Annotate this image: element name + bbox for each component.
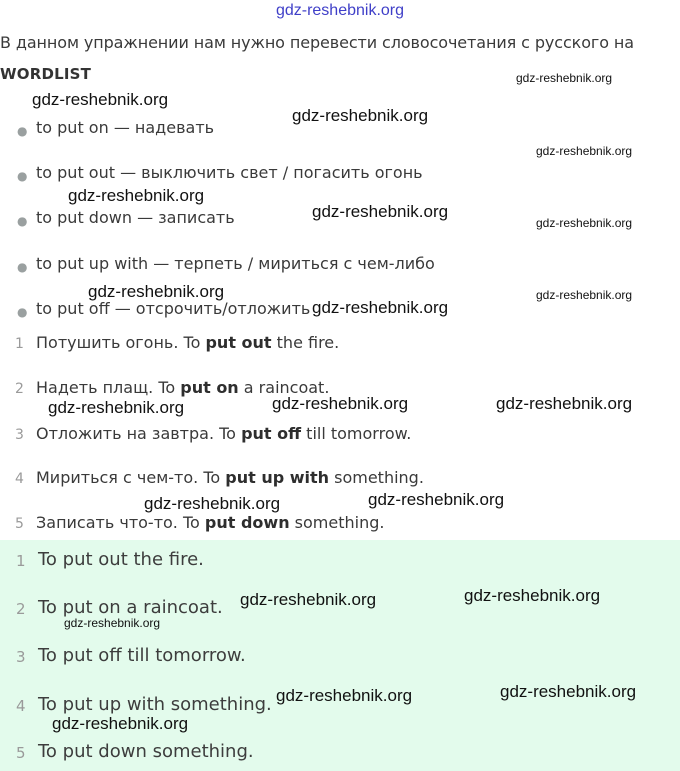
wordlist-item: to put on — надевать bbox=[36, 118, 215, 137]
wordlist-item: to put out — выключить свет / погасить огонь bbox=[36, 163, 423, 182]
answer-number: 2 bbox=[16, 600, 26, 618]
intro-text: В данном упражнении нам нужно перевести словосочетания с русского на bbox=[0, 33, 634, 52]
exercise-phrase: put off bbox=[241, 424, 302, 443]
exercise-rest: something. bbox=[289, 513, 385, 532]
watermark: gdz-reshebnik.org bbox=[516, 71, 613, 85]
wordlist-title: WORDLIST bbox=[0, 65, 92, 83]
exercise-ru: Надеть плащ. To bbox=[36, 378, 181, 397]
watermark: gdz-reshebnik.org bbox=[464, 586, 601, 605]
watermark: gdz-reshebnik.org bbox=[276, 686, 413, 705]
answers-panel bbox=[0, 540, 680, 771]
watermark: gdz-reshebnik.org bbox=[536, 144, 633, 158]
watermark: gdz-reshebnik.org bbox=[48, 398, 185, 417]
bullet-icon: ● bbox=[17, 124, 28, 138]
watermark: gdz-reshebnik.org bbox=[32, 90, 169, 109]
watermark: gdz-reshebnik.org bbox=[536, 216, 633, 230]
watermark-top: gdz-reshebnik.org bbox=[275, 2, 405, 19]
exercise-item bbox=[36, 513, 384, 532]
exercise-number: 5 bbox=[15, 516, 24, 532]
answer-number: 3 bbox=[16, 648, 26, 666]
answer-number: 1 bbox=[16, 552, 26, 570]
watermark: gdz-reshebnik.org bbox=[52, 714, 189, 733]
exercise-phrase: put out bbox=[205, 333, 272, 352]
watermark: gdz-reshebnik.org bbox=[240, 590, 377, 609]
exercise-phrase: put down bbox=[204, 513, 290, 532]
exercise-item bbox=[36, 424, 411, 443]
answer-number: 5 bbox=[16, 744, 26, 762]
watermark: gdz-reshebnik.org bbox=[88, 282, 225, 301]
wordlist-item: to put up with — терпеть / мириться с чем-либо bbox=[36, 254, 435, 273]
exercise-ru: Потушить огонь. To bbox=[36, 333, 206, 352]
wordlist-item: to put off — отсрочить/отложить bbox=[36, 299, 311, 318]
watermark: gdz-reshebnik.org bbox=[368, 490, 505, 509]
watermark: gdz-reshebnik.org bbox=[292, 106, 429, 125]
exercise-phrase: put up with bbox=[225, 468, 330, 487]
watermark: gdz-reshebnik.org bbox=[312, 298, 449, 317]
exercise-phrase: put on bbox=[180, 378, 239, 397]
exercise-number: 3 bbox=[15, 427, 24, 443]
watermark: gdz-reshebnik.org bbox=[144, 494, 281, 513]
watermark: gdz-reshebnik.org bbox=[496, 394, 633, 413]
bullet-icon: ● bbox=[17, 169, 28, 183]
exercise-number: 1 bbox=[15, 336, 24, 352]
exercise-number: 4 bbox=[15, 471, 24, 487]
watermark: gdz-reshebnik.org bbox=[68, 186, 205, 205]
answer-item: To put out the fire. bbox=[38, 549, 204, 570]
answer-number: 4 bbox=[16, 697, 26, 715]
exercise-number: 2 bbox=[15, 381, 24, 397]
answer-item: To put down something. bbox=[38, 741, 254, 762]
bullet-icon: ● bbox=[17, 260, 28, 274]
exercise-ru: Записать что-то. To bbox=[36, 513, 205, 532]
exercise-item bbox=[36, 468, 424, 487]
exercise-ru: Отложить на завтра. To bbox=[36, 424, 242, 443]
watermark: gdz-reshebnik.org bbox=[64, 616, 161, 630]
exercise-rest: a raincoat. bbox=[238, 378, 330, 397]
exercise-rest: the fire. bbox=[271, 333, 340, 352]
watermark: gdz-reshebnik.org bbox=[312, 202, 449, 221]
watermark: gdz-reshebnik.org bbox=[536, 288, 633, 302]
answer-item: To put off till tomorrow. bbox=[38, 645, 246, 666]
exercise-rest: something. bbox=[329, 468, 424, 487]
bullet-icon: ● bbox=[17, 214, 28, 228]
answer-item: To put on a raincoat. bbox=[38, 597, 223, 618]
bullet-icon: ● bbox=[17, 305, 28, 319]
wordlist-item: to put down — записать bbox=[36, 208, 235, 227]
answer-item: To put up with something. bbox=[38, 694, 272, 715]
watermark: gdz-reshebnik.org bbox=[272, 394, 409, 413]
exercise-ru: Мириться с чем-то. To bbox=[36, 468, 226, 487]
watermark: gdz-reshebnik.org bbox=[500, 682, 637, 701]
exercise-rest: till tomorrow. bbox=[301, 424, 412, 443]
exercise-item bbox=[36, 333, 339, 352]
